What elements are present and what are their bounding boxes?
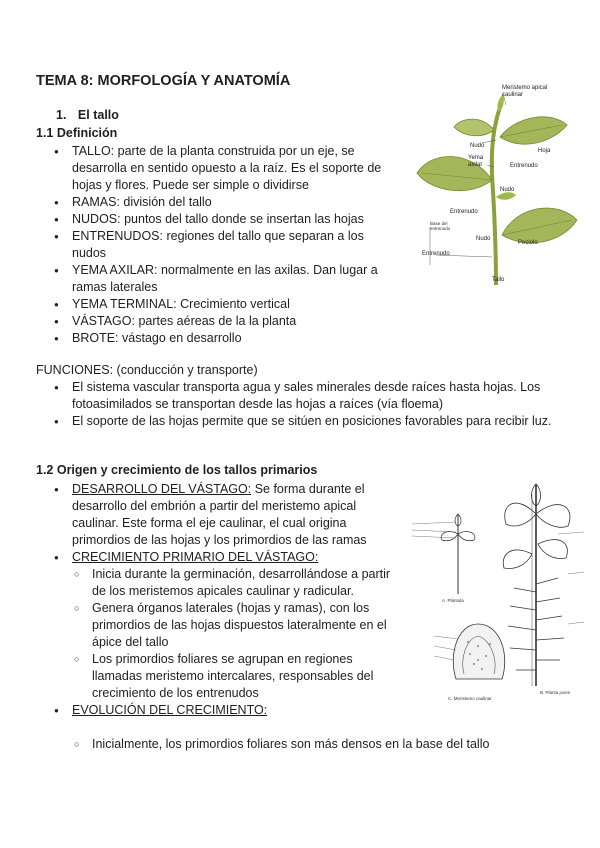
list-item: ● EVOLUCIÓN DEL CRECIMIENTO: (52, 702, 404, 719)
label-peciolo: Peciolo (518, 240, 538, 246)
list-item: ● ENTRENUDOS: regiones del tallo que separan a los nudos (52, 228, 404, 262)
list-item: ● DESARROLLO DEL VÁSTAGO: Se forma durante el desarrollo del embrión a partir del meristemo apical caulinar. Este forma el eje caulinar, el cual origina primordios de las hojas y los primordios de las ramas (52, 481, 404, 549)
list-item: ● CRECIMIENTO PRIMARIO DEL VÁSTAGO: ○ Inicia durante la germinación, desarrollándose a partir de los meristemos apicales caulinar y radicular. ○ Genera órganos laterales (hojas y ramas), con los primordios de las hojas dispuestos lateralmente en el ápice del tallo ○ Los primordios foliares se agrupan en regiones llamadas meristemo intercalares, responsables del crecimiento de los entrenudos (52, 549, 404, 702)
list-item: ● NUDOS: puntos del tallo donde se insertan las hojas (52, 211, 404, 228)
functions-list (52, 379, 572, 430)
label-yema-axilar: Yema axilar (468, 155, 484, 168)
sublist-item: ○ Inicialmente, los primordios foliares son más densos en la base del tallo (72, 736, 572, 753)
label-nudo: Nudo (470, 143, 485, 149)
origin-list (52, 481, 404, 719)
section-title: El tallo (77, 108, 119, 122)
label-hoja: Hoja (538, 148, 551, 154)
meristem-figure-svg (408, 474, 588, 710)
list-item: ● El sistema vascular transporta agua y sales minerales desde raíces hasta hojas. Los fotoasimilados se transportan desde las hojas a raíces (vía floema) (52, 379, 572, 413)
leaf-shape (502, 208, 577, 243)
growth-sublist (72, 566, 404, 702)
label-entrenudo: Entrenudo (422, 251, 450, 257)
leaf-shape (505, 503, 536, 526)
sublist-item: ○ Inicia durante la germinación, desarrollándose a partir de los meristemos apicales caulinar y radicular. (72, 566, 404, 600)
definition-heading: 1.1 Definición (36, 126, 118, 140)
list-item: ● BROTE: vástago en desarrollo (52, 330, 404, 347)
leaf-shape (503, 550, 532, 569)
list-item: ● RAMAS: división del tallo (52, 194, 404, 211)
leaf-shape (538, 540, 567, 559)
leaf-shape (536, 505, 570, 528)
label-entrenudo: Entrenudo (450, 209, 478, 215)
sublist-item: ○ Genera órganos laterales (hojas y ramas), con los primordios de las hojas dispuestos lateralmente en el ápice del tallo (72, 600, 404, 651)
functions-heading: FUNCIONES: (conducción y transporte) (36, 363, 258, 377)
meristem-figure (408, 474, 588, 710)
label-base-entrenudo: Base del entrenudo (430, 221, 451, 231)
label-nudo: Nudo (476, 236, 491, 242)
list-item: ● YEMA AXILAR: normalmente en las axilas. Dan lugar a ramas laterales (52, 262, 404, 296)
list-item: ● VÁSTAGO: partes aéreas de la la planta (52, 313, 404, 330)
section-heading (56, 108, 119, 122)
label-meristemo: Meristemo apical caulinar (502, 85, 548, 98)
label-meristemo-caulinar: C. Meristemo caulinar (448, 696, 492, 701)
origin-heading: 1.2 Origen y crecimiento de los tallos primarios (36, 463, 318, 477)
definition-list (52, 143, 404, 347)
leaf-shape (454, 119, 494, 136)
label-plantula: A. Plántula (442, 598, 464, 603)
label-planta-joven: B. Planta joven (540, 690, 571, 695)
list-item: ● TALLO: parte de la planta construida por un eje, se desarrolla en sentido opuesto a la raíz. Es el soporte de hojas y flores. Puede ser simple o dividirse (52, 143, 404, 194)
page-title: TEMA 8: MORFOLOGÍA Y ANATOMÍA (36, 73, 291, 89)
list-item: ● YEMA TERMINAL: Crecimiento vertical (52, 296, 404, 313)
section-number: 1. (56, 108, 67, 122)
sublist-item: ○ Los primordios foliares se agrupan en regiones llamadas meristemo intercalares, responsables del crecimiento de los entrenudos (72, 651, 404, 702)
label-nudo: Nudo (500, 187, 515, 193)
plant-diagram (412, 85, 592, 290)
label-tallo: Tallo (492, 277, 505, 283)
list-item: ● El soporte de las hojas permite que se sitúen en posiciones favorables para recibir luz. (52, 413, 572, 430)
evolution-sublist (72, 736, 572, 753)
label-entrenudo: Entrenudo (510, 163, 538, 169)
